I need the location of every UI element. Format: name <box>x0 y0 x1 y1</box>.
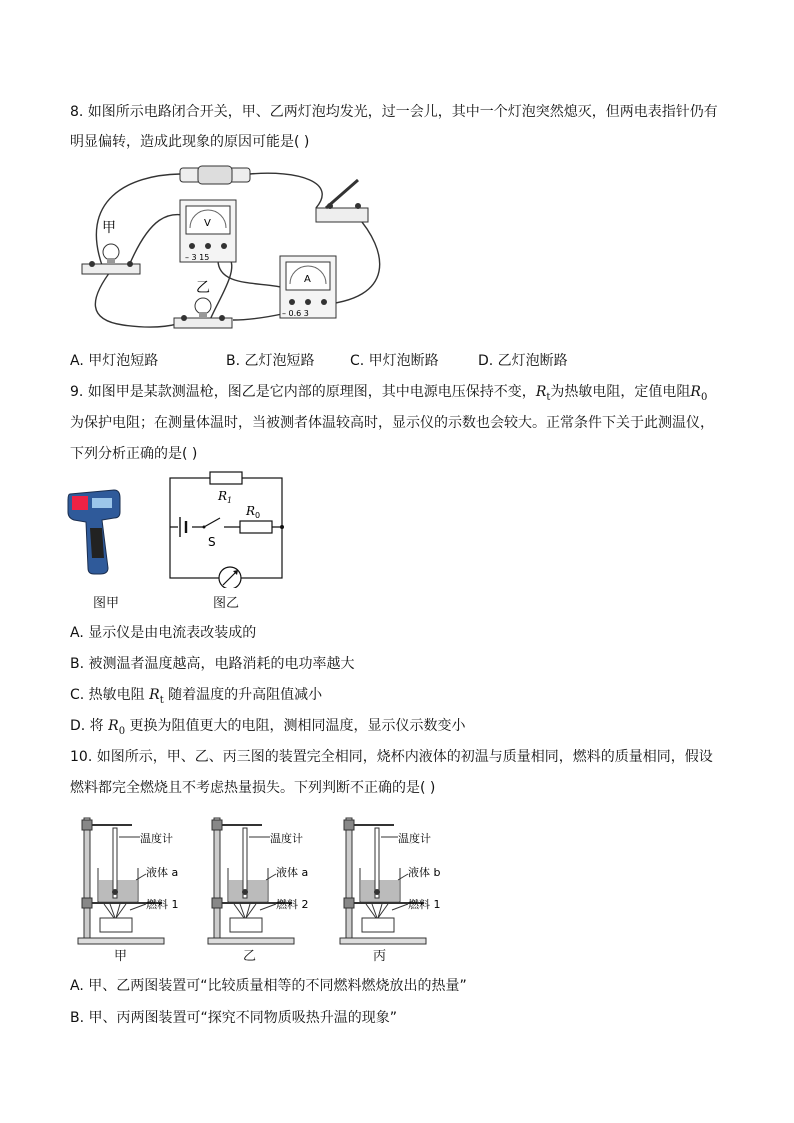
q9-stem-line2: 为保护电阻；在测量体温时，当被测者体温较高时，显示仪的示数也会较大。正常条件下关于此测温仪， <box>70 415 714 431</box>
q8-stem-line1: 8. 如图所示电路闭合开关，甲、乙两灯泡均发光，过一会儿，其中一个灯泡突然熄灭，但两电表指针仍有 <box>70 104 718 120</box>
q9-stem-line3: 下列分析正确的是( ) <box>70 446 198 462</box>
q9-caption-right: 图乙 <box>213 596 240 611</box>
q9-stem-rt: $R_t$ <box>535 384 551 403</box>
q8-voltmeter-symbol: V <box>204 218 211 229</box>
q10-bing-liquid-label: 液体 b <box>408 866 441 879</box>
q10-option-b[interactable]: B. 甲、丙两图装置可“探究不同物质吸热升温的现象” <box>70 1010 398 1026</box>
q10-stem-line2: 燃料都完全燃烧且不考虑热量损失。下列判断不正确的是( ) <box>70 780 436 796</box>
q10-jia-fuel-label: 燃料 1 <box>146 898 179 911</box>
q9-stem-text-b: 为热敏电阻，定值电阻 <box>550 384 691 400</box>
q9-label-switch: S <box>208 535 216 549</box>
q8-option-c[interactable]: C. 甲灯泡断路 <box>350 353 439 369</box>
q8-switch <box>316 180 368 222</box>
q10-yi-liquid-label: 液体 a <box>276 866 309 879</box>
q10-jia-thermometer-label: 温度计 <box>140 832 173 845</box>
q8-ammeter <box>280 256 336 318</box>
q9-option-d[interactable]: D. 将 $R_0$ 更换为阻值更大的电阻，测相同温度，显示仪示数变小 <box>70 718 466 737</box>
q10-apparatus-bing <box>336 812 456 970</box>
q9-option-b[interactable]: B. 被测温者温度越高，电路消耗的电功率越大 <box>70 656 355 672</box>
q10-caption-bing: 丙 <box>373 949 387 964</box>
q10-apparatus-jia <box>74 812 194 970</box>
q10-option-a[interactable]: A. 甲、乙两图装置可“比较质量相等的不同燃料燃烧放出的热量” <box>70 978 467 994</box>
q8-ammeter-terminals: – 0.6 3 <box>282 309 309 318</box>
q10-jia-liquid-label: 液体 a <box>146 866 179 879</box>
q8-bulb-jia-label: 甲 <box>102 220 116 236</box>
q9-label-r0: $R_0$ <box>246 504 261 520</box>
q9-option-c[interactable]: C. 热敏电阻 $R_t$ 随着温度的升高阻值减小 <box>70 687 323 706</box>
q8-bulb-yi-label: 乙 <box>196 280 210 296</box>
q10-caption-jia: 甲 <box>114 949 128 964</box>
q8-bulb-jia <box>82 220 140 274</box>
q9-resistor-r1 <box>210 472 242 484</box>
q9-option-a[interactable]: A. 显示仪是由电流表改装成的 <box>70 625 257 641</box>
q8-option-d[interactable]: D. 乙灯泡断路 <box>478 353 568 369</box>
q9-label-r1: $R_1$ <box>218 489 233 505</box>
q9-stem-line1 <box>70 382 707 408</box>
q8-option-a[interactable]: A. 甲灯泡短路 <box>70 353 159 369</box>
q10-bing-thermometer-label: 温度计 <box>398 832 431 845</box>
q8-bulb-yi <box>174 280 232 328</box>
q8-circuit-figure <box>68 160 388 340</box>
q8-ammeter-symbol: A <box>304 274 311 285</box>
q8-stem-line2: 明显偏转，造成此现象的原因可能是( ) <box>70 134 310 150</box>
q10-apparatus-yi <box>204 812 324 970</box>
q9-caption-left: 图甲 <box>93 596 120 611</box>
q10-yi-thermometer-label: 温度计 <box>270 832 303 845</box>
q10-bing-fuel-label: 燃料 1 <box>408 898 441 911</box>
q10-caption-yi: 乙 <box>243 949 257 964</box>
q9-stem-text-a: 9. 如图甲是某款测温枪，图乙是它内部的原理图，其中电源电压保持不变， <box>70 384 536 400</box>
q8-option-b[interactable]: B. 乙灯泡短路 <box>226 353 315 369</box>
q9-circuit-diagram <box>160 470 296 588</box>
q10-yi-fuel-label: 燃料 2 <box>276 898 309 911</box>
q8-voltmeter <box>180 200 236 262</box>
q8-rheostat <box>180 166 250 184</box>
q10-stem-line1: 10. 如图所示，甲、乙、丙三图的装置完全相同，烧杯内液体的初温与质量相同，燃料的质量相同，假设 <box>70 749 713 765</box>
q9-resistor-r0 <box>240 521 272 533</box>
q9-stem-r0: $R_0$ <box>690 384 708 403</box>
q8-voltmeter-terminals: – 3 15 <box>185 253 210 262</box>
q9-thermometer-gun-image <box>66 488 122 576</box>
